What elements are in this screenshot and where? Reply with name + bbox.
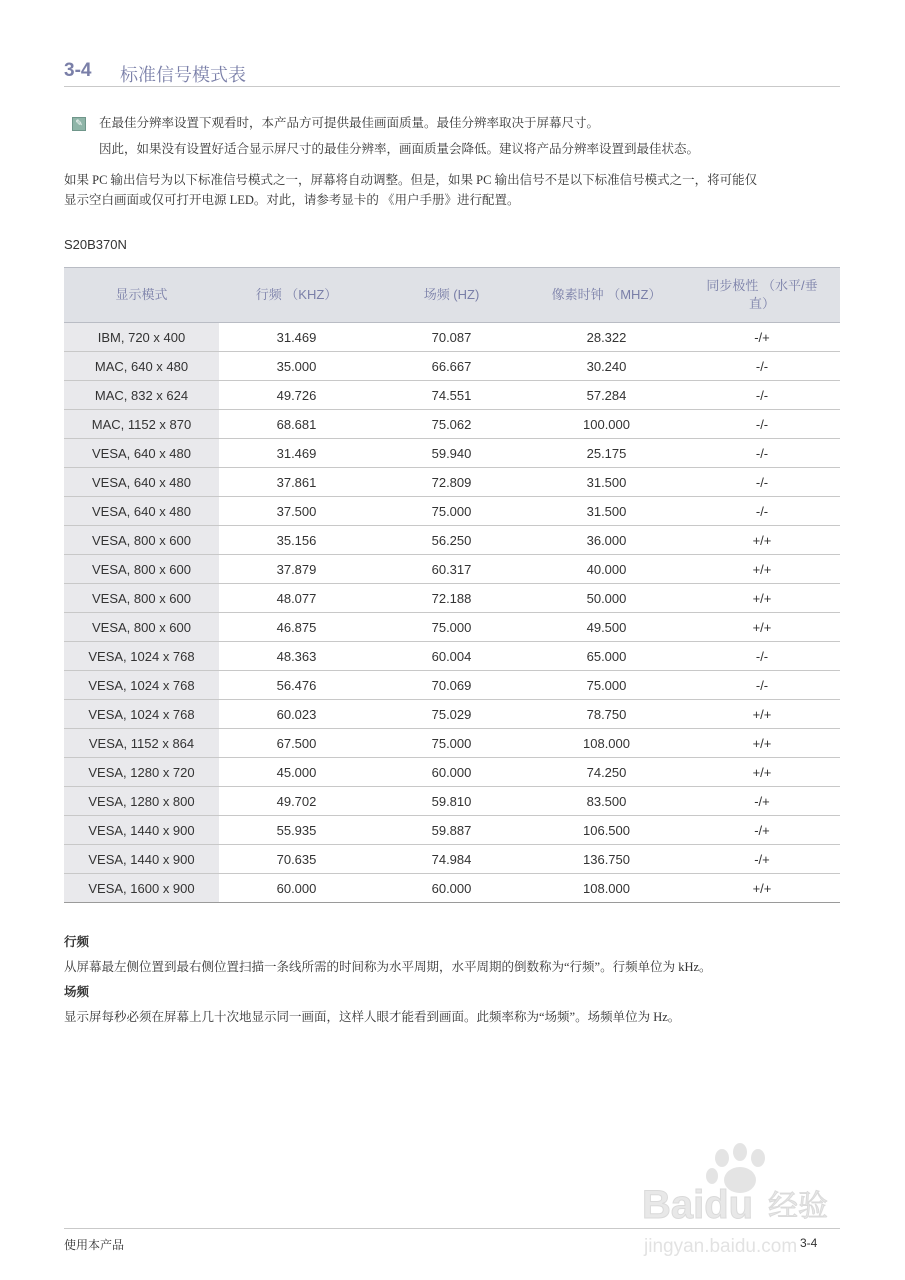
definition-text-vertical: 显示屏每秒必须在屏幕上几十次地显示同一画面，这样人眼才能看到画面。此频率称为“场频”。场频单位为 Hz。: [64, 1010, 681, 1024]
cell-display-mode: MAC, 1152 x 870: [64, 410, 219, 439]
cell-sync-polarity: +/+: [684, 584, 840, 613]
cell-vertical-frequency: 75.000: [374, 729, 529, 758]
cell-horizontal-frequency: 35.000: [219, 352, 374, 381]
cell-sync-polarity: +/+: [684, 729, 840, 758]
cell-display-mode: MAC, 640 x 480: [64, 352, 219, 381]
cell-sync-polarity: -/-: [684, 352, 840, 381]
cell-display-mode: IBM, 720 x 400: [64, 323, 219, 352]
cell-vertical-frequency: 66.667: [374, 352, 529, 381]
intro-line-1: 如果 PC 输出信号为以下标准信号模式之一，屏幕将自动调整。但是，如果 PC 输出信号不是以下标准信号模式之一，将可能仅: [64, 173, 758, 187]
cell-display-mode: VESA, 1280 x 800: [64, 787, 219, 816]
cell-sync-polarity: -/+: [684, 816, 840, 845]
table-row: [64, 845, 840, 874]
watermark-url: jingyan.baidu.com: [644, 1236, 798, 1257]
cell-horizontal-frequency: 49.726: [219, 381, 374, 410]
cell-display-mode: VESA, 1024 x 768: [64, 671, 219, 700]
table-row: [64, 468, 840, 497]
cell-pixel-clock: 106.500: [529, 816, 684, 845]
footer-chapter: 使用本产品: [64, 1238, 125, 1252]
table-row: [64, 787, 840, 816]
cell-sync-polarity: +/+: [684, 758, 840, 787]
cell-vertical-frequency: 60.317: [374, 555, 529, 584]
cell-vertical-frequency: 75.029: [374, 700, 529, 729]
cell-display-mode: VESA, 1024 x 768: [64, 700, 219, 729]
cell-horizontal-frequency: 48.077: [219, 584, 374, 613]
table-row: [64, 758, 840, 787]
cell-display-mode: VESA, 800 x 600: [64, 584, 219, 613]
cell-sync-polarity: -/-: [684, 642, 840, 671]
cell-horizontal-frequency: 49.702: [219, 787, 374, 816]
header-horizontal-frequency: 行频 （KHZ）: [219, 268, 374, 323]
watermark-brand: Baidu: [642, 1183, 754, 1227]
cell-sync-polarity: -/+: [684, 845, 840, 874]
cell-sync-polarity: -/-: [684, 497, 840, 526]
section-number: 3-4: [64, 60, 92, 81]
cell-vertical-frequency: 74.551: [374, 381, 529, 410]
cell-vertical-frequency: 60.000: [374, 758, 529, 787]
cell-pixel-clock: 40.000: [529, 555, 684, 584]
cell-display-mode: VESA, 640 x 480: [64, 439, 219, 468]
cell-horizontal-frequency: 60.000: [219, 874, 374, 903]
cell-pixel-clock: 83.500: [529, 787, 684, 816]
cell-vertical-frequency: 72.188: [374, 584, 529, 613]
cell-sync-polarity: -/-: [684, 439, 840, 468]
cell-sync-polarity: -/-: [684, 381, 840, 410]
table-row: [64, 642, 840, 671]
watermark-tagline: 经验: [768, 1189, 828, 1224]
table-header-row: [64, 268, 840, 323]
cell-vertical-frequency: 75.000: [374, 613, 529, 642]
cell-pixel-clock: 74.250: [529, 758, 684, 787]
definition-term-vertical: 场频: [64, 984, 90, 999]
table-row: [64, 439, 840, 468]
cell-horizontal-frequency: 68.681: [219, 410, 374, 439]
signal-mode-table: [64, 267, 840, 903]
cell-sync-polarity: -/-: [684, 410, 840, 439]
cell-sync-polarity: -/-: [684, 468, 840, 497]
section-header: [64, 60, 840, 87]
cell-pixel-clock: 65.000: [529, 642, 684, 671]
cell-vertical-frequency: 59.810: [374, 787, 529, 816]
header-pixel-clock: 像素时钟 （MHZ）: [529, 268, 684, 323]
cell-pixel-clock: 108.000: [529, 874, 684, 903]
model-name: S20B370N: [64, 237, 127, 252]
table-row: [64, 352, 840, 381]
cell-display-mode: MAC, 832 x 624: [64, 381, 219, 410]
cell-pixel-clock: 31.500: [529, 497, 684, 526]
cell-pixel-clock: 31.500: [529, 468, 684, 497]
cell-display-mode: VESA, 800 x 600: [64, 613, 219, 642]
cell-display-mode: VESA, 800 x 600: [64, 555, 219, 584]
cell-horizontal-frequency: 37.500: [219, 497, 374, 526]
table-row: [64, 613, 840, 642]
header-sync-polarity: 同步极性 （水平/垂直）: [684, 268, 840, 323]
cell-pixel-clock: 57.284: [529, 381, 684, 410]
cell-pixel-clock: 28.322: [529, 323, 684, 352]
cell-horizontal-frequency: 56.476: [219, 671, 374, 700]
cell-vertical-frequency: 74.984: [374, 845, 529, 874]
cell-pixel-clock: 25.175: [529, 439, 684, 468]
cell-horizontal-frequency: 67.500: [219, 729, 374, 758]
cell-vertical-frequency: 72.809: [374, 468, 529, 497]
cell-display-mode: VESA, 1440 x 900: [64, 816, 219, 845]
footer-divider: [64, 1228, 840, 1229]
cell-horizontal-frequency: 45.000: [219, 758, 374, 787]
cell-pixel-clock: 30.240: [529, 352, 684, 381]
cell-pixel-clock: 49.500: [529, 613, 684, 642]
definition-term-horizontal: 行频: [64, 934, 90, 949]
table-row: [64, 555, 840, 584]
cell-display-mode: VESA, 1280 x 720: [64, 758, 219, 787]
cell-pixel-clock: 75.000: [529, 671, 684, 700]
cell-horizontal-frequency: 48.363: [219, 642, 374, 671]
cell-display-mode: VESA, 1600 x 900: [64, 874, 219, 903]
cell-display-mode: VESA, 1440 x 900: [64, 845, 219, 874]
definition-text-horizontal: 从屏幕最左侧位置到最右侧位置扫描一条线所需的时间称为水平周期，水平周期的倒数称为“行频”。行频单位为 kHz。: [64, 960, 712, 974]
cell-pixel-clock: 50.000: [529, 584, 684, 613]
cell-vertical-frequency: 60.004: [374, 642, 529, 671]
table-row: [64, 323, 840, 352]
table-row: [64, 526, 840, 555]
note-line-1: 在最佳分辨率设置下观看时，本产品方可提供最佳画面质量。最佳分辨率取决于屏幕尺寸。: [99, 116, 600, 130]
table-row: [64, 584, 840, 613]
cell-sync-polarity: +/+: [684, 526, 840, 555]
note-line-2: 因此，如果没有设置好适合显示屏尺寸的最佳分辨率，画面质量会降低。建议将产品分辨率设置到最佳状态。: [99, 142, 700, 156]
cell-pixel-clock: 36.000: [529, 526, 684, 555]
table-row: [64, 497, 840, 526]
cell-sync-polarity: -/+: [684, 787, 840, 816]
cell-horizontal-frequency: 60.023: [219, 700, 374, 729]
note-icon: ✎: [72, 117, 86, 131]
table-body: [64, 323, 840, 903]
page-number: 3-4: [800, 1236, 818, 1250]
cell-horizontal-frequency: 37.879: [219, 555, 374, 584]
cell-vertical-frequency: 70.069: [374, 671, 529, 700]
cell-sync-polarity: -/+: [684, 323, 840, 352]
cell-vertical-frequency: 56.250: [374, 526, 529, 555]
cell-horizontal-frequency: 31.469: [219, 323, 374, 352]
cell-sync-polarity: +/+: [684, 555, 840, 584]
cell-vertical-frequency: 70.087: [374, 323, 529, 352]
cell-horizontal-frequency: 31.469: [219, 439, 374, 468]
cell-vertical-frequency: 60.000: [374, 874, 529, 903]
cell-display-mode: VESA, 1024 x 768: [64, 642, 219, 671]
cell-vertical-frequency: 75.000: [374, 497, 529, 526]
cell-vertical-frequency: 59.887: [374, 816, 529, 845]
cell-horizontal-frequency: 55.935: [219, 816, 374, 845]
cell-vertical-frequency: 59.940: [374, 439, 529, 468]
cell-pixel-clock: 108.000: [529, 729, 684, 758]
table-row: [64, 874, 840, 903]
cell-sync-polarity: -/-: [684, 671, 840, 700]
cell-horizontal-frequency: 37.861: [219, 468, 374, 497]
cell-pixel-clock: 78.750: [529, 700, 684, 729]
cell-display-mode: VESA, 1152 x 864: [64, 729, 219, 758]
section-title: 标准信号模式表: [120, 65, 246, 86]
table-row: [64, 816, 840, 845]
intro-paragraph: [64, 170, 840, 210]
cell-sync-polarity: +/+: [684, 700, 840, 729]
table-row: [64, 700, 840, 729]
cell-display-mode: VESA, 640 x 480: [64, 497, 219, 526]
cell-pixel-clock: 100.000: [529, 410, 684, 439]
intro-line-2: 显示空白画面或仅可打开电源 LED。对此，请参考显卡的 《用户手册》进行配置。: [64, 193, 520, 207]
header-vertical-frequency: 场频 (HZ): [374, 268, 529, 323]
cell-pixel-clock: 136.750: [529, 845, 684, 874]
table-row: [64, 381, 840, 410]
cell-horizontal-frequency: 46.875: [219, 613, 374, 642]
header-display-mode: 显示模式: [64, 268, 219, 323]
cell-horizontal-frequency: 35.156: [219, 526, 374, 555]
cell-vertical-frequency: 75.062: [374, 410, 529, 439]
table-row: [64, 410, 840, 439]
cell-display-mode: VESA, 800 x 600: [64, 526, 219, 555]
cell-sync-polarity: +/+: [684, 613, 840, 642]
cell-display-mode: VESA, 640 x 480: [64, 468, 219, 497]
cell-horizontal-frequency: 70.635: [219, 845, 374, 874]
table-row: [64, 671, 840, 700]
table-row: [64, 729, 840, 758]
cell-sync-polarity: +/+: [684, 874, 840, 903]
baidu-jingyan-watermark: [640, 1140, 860, 1270]
